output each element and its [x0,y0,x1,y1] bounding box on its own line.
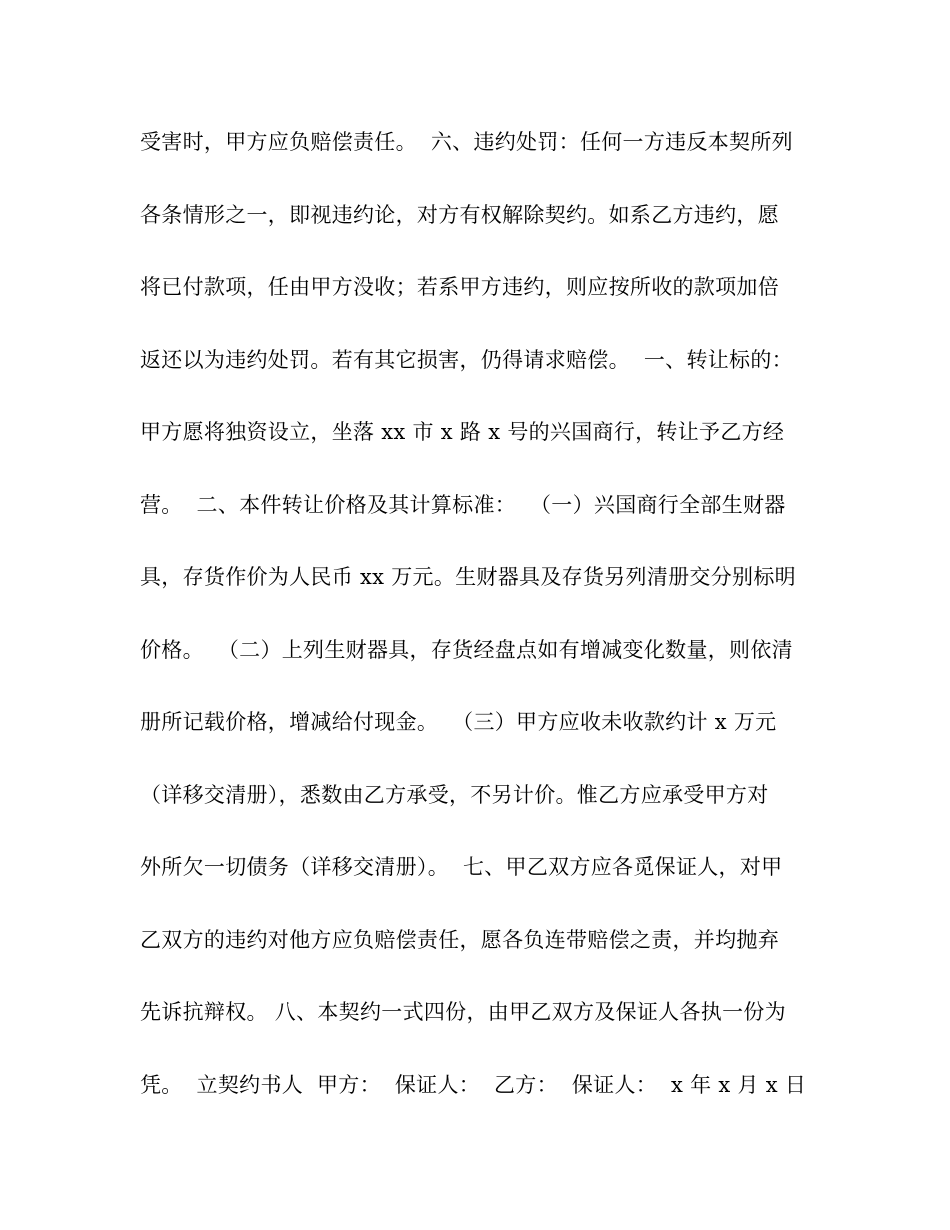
text-line: 册所记载价格，增减给付现金。 （三）甲方应收未收款约计 x 万元 [140,710,777,734]
contract-body-text [140,112,810,1127]
text-line: 营。 二、本件转让价格及其计算标准： （一）兴国商行全部生财器 [140,492,786,517]
text-line: 具，存货作价为人民币 xx 万元。生财器具及存货另列清册交分别标明 [140,565,796,589]
text-line: （详移交清册），悉数由乙方承受，不另计价。惟乙方应承受甲方对 [140,782,769,807]
signature-line: 凭。 立契约书人 甲方： 保证人： 乙方： 保证人： x 年 x 月 x 日 [140,1072,807,1097]
text-line: 受害时，甲方应负赔偿责任。 六、违约处罚：任何一方违反本契所列 [140,130,793,154]
text-line: 外所欠一切债务（详移交清册）。 七、甲乙双方应各觅保证人，对甲 [140,855,783,879]
text-line: 价格。 （二）上列生财器具，存货经盘点如有增减变化数量，则依清 [140,637,793,662]
text-line: 将已付款项，任由甲方没收；若系甲方违约，则应按所收的款项加倍 [140,275,779,299]
text-line: 先诉抗辩权。 八、本契约一式四份，由甲乙双方及保证人各执一份为 [140,1000,786,1024]
text-line: 返还以为违约处罚。若有其它损害，仍得请求赔偿。 一、转让标的： [140,347,793,372]
text-line: 甲方愿将独资设立，坐落 xx 市 x 路 x 号的兴国商行，转让予乙方经 [140,420,785,444]
text-line: 乙双方的违约对他方应负赔偿责任，愿各负连带赔偿之责，并均抛弃 [140,927,779,952]
text-line: 各条情形之一，即视违约论，对方有权解除契约。如系乙方违约，愿 [140,202,779,227]
